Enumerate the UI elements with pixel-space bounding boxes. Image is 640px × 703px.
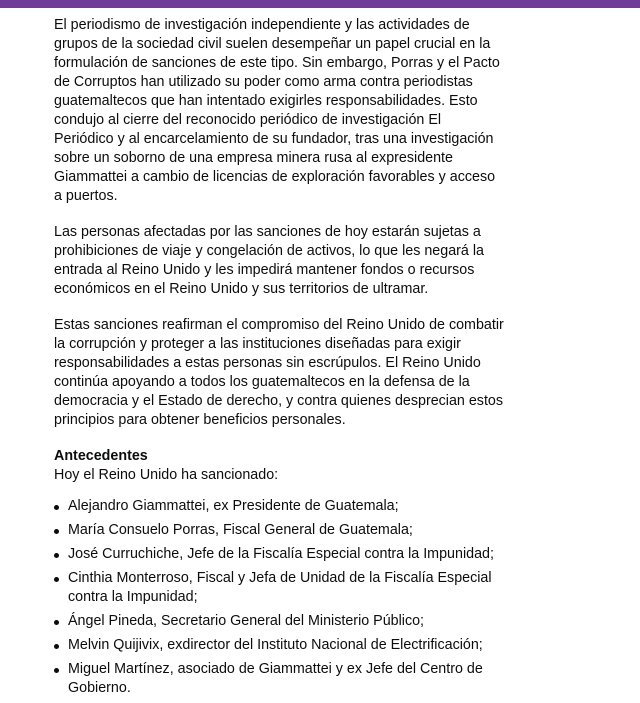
- paragraph-commitment: Estas sanciones reafirman el compromiso del Reino Unido de combatir la corrupción y proteger a las instituciones diseñadas para exigir responsabilidades a estas personas sin escrúpulos. El Reino Unido continúa apoyando a todos los guatemaltecos en la defensa de la democracia y el Estado de derecho, y contra quienes desprecian estos principios para obtener beneficios personales.: [54, 317, 504, 428]
- paragraph-sanctions-effects: Las personas afectadas por las sanciones de hoy estarán sujetas a prohibiciones de viaje y congelación de activos, lo que les negará la entrada al Reino Unido y les impedirá mantener fondos o recursos económicos en el Reino Unido y sus territorios de ultramar.: [54, 224, 484, 297]
- bullet-icon: [54, 644, 59, 649]
- bullet-icon: [54, 529, 59, 534]
- sanctioned-intro: Hoy el Reino Unido ha sancionado:: [54, 467, 279, 483]
- top-accent-bar: [0, 0, 640, 8]
- bullet-icon: [54, 668, 59, 673]
- list-item: [54, 521, 504, 540]
- list-item: [54, 545, 504, 564]
- list-item-text: Melvin Quijivix, exdirector del Instituto Nacional de Electrificación;: [68, 637, 483, 653]
- list-item-text: José Curruchiche, Jefe de la Fiscalía Especial contra la Impunidad;: [68, 546, 494, 562]
- sanctioned-list: [54, 497, 504, 698]
- list-item: [54, 497, 504, 516]
- list-item-text: Miguel Martínez, asociado de Giammattei y ex Jefe del Centro de Gobierno.: [68, 661, 483, 696]
- list-item-text: María Consuelo Porras, Fiscal General de Guatemala;: [68, 522, 413, 538]
- list-item: [54, 660, 504, 698]
- bullet-icon: [54, 620, 59, 625]
- list-item: [54, 636, 504, 655]
- bullet-icon: [54, 505, 59, 510]
- list-item: [54, 612, 504, 631]
- list-item-text: Cinthia Monterroso, Fiscal y Jefa de Unidad de la Fiscalía Especial contra la Impunidad;: [68, 570, 492, 605]
- bullet-icon: [54, 553, 59, 558]
- list-item: [54, 569, 504, 607]
- bullet-icon: [54, 577, 59, 582]
- list-item-text: Ángel Pineda, Secretario General del Ministerio Público;: [68, 613, 425, 629]
- section-heading-background: Antecedentes: [54, 448, 148, 464]
- paragraph-journalism: El periodismo de investigación independiente y las actividades de grupos de la sociedad civil suelen desempeñar un papel crucial en la formulación de sanciones de este tipo. Sin embargo, Porras y el Pacto de Corruptos han utilizado su poder como arma contra periodistas guatemaltecos que han intentado exigirles responsabilidades. Esto condujo al cierre del reconocido periódico de investigación El Periódico y al encarcelamiento de su fundador, tras una investigación sobre un soborno de una empresa minera rusa al expresidente Giammattei a cambio de licencias de exploración favorables y acceso a puertos.: [54, 17, 500, 204]
- article-body: [54, 16, 504, 703]
- list-item-text: Alejandro Giammattei, ex Presidente de Guatemala;: [68, 498, 399, 514]
